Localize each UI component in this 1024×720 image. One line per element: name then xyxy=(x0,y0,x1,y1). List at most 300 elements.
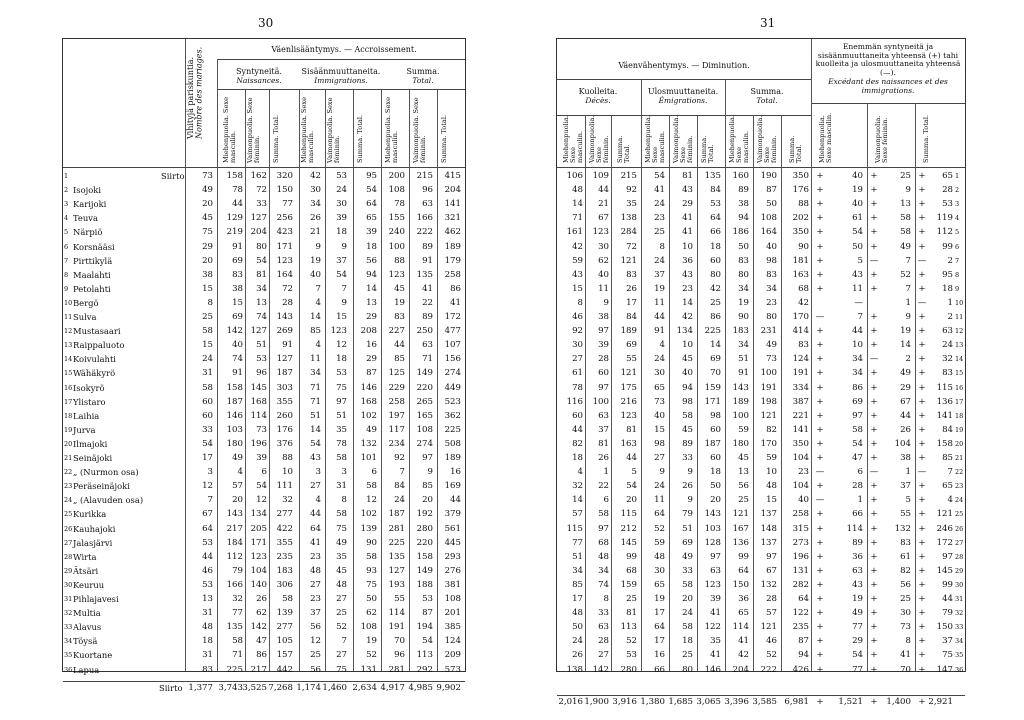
excess-cell: 85 xyxy=(942,453,953,463)
right-colhead-0-0: Miehenpuolia. Sexe masculin. xyxy=(562,115,584,163)
table-cell: 61 xyxy=(572,368,583,379)
table-cell: 138 xyxy=(620,213,637,224)
table-cell: 123 xyxy=(592,227,609,238)
excess-cell: 2 xyxy=(905,354,911,365)
table-cell: 48 xyxy=(336,579,347,590)
right-colhead-0-1: Vaimonpuolia. Sexe féminin. xyxy=(588,115,610,163)
table-cell: 73 xyxy=(766,354,777,365)
table-cell: 97 xyxy=(598,326,609,337)
row-number: 3 xyxy=(955,200,960,209)
sign-marker: + xyxy=(870,551,878,562)
table-cell: 24 xyxy=(654,481,665,492)
table-cell: 56 xyxy=(366,255,377,266)
table-cell: 69 xyxy=(232,312,243,322)
table-cell: 189 xyxy=(444,241,461,252)
table-cell: 78 xyxy=(232,185,243,196)
table-cell: 58 xyxy=(682,622,693,633)
row-number: 15 xyxy=(955,369,964,378)
table-cell: 38 xyxy=(738,199,749,210)
table-cell: 102 xyxy=(360,509,377,520)
table-cell: 44 xyxy=(626,453,637,463)
row-number: 5 xyxy=(64,228,69,237)
table-cell: 277 xyxy=(276,622,293,633)
table-cell: 38 xyxy=(598,312,609,322)
excess-cell: 136 xyxy=(936,396,953,407)
table-cell: 142 xyxy=(226,326,243,337)
table-cell: 219 xyxy=(226,227,243,238)
excess-cell: 54 xyxy=(852,650,863,661)
table-cell: 53 xyxy=(256,354,267,365)
table-row xyxy=(63,509,465,523)
table-cell: 170 xyxy=(792,312,809,322)
table-cell: 68 xyxy=(798,283,809,294)
table-cell: 53 xyxy=(336,171,347,181)
table-cell: 18 xyxy=(202,636,213,647)
table-cell: 41 xyxy=(310,537,321,548)
right-excess-colhead-2: Summa. Total. xyxy=(922,114,930,163)
table-cell: 93 xyxy=(366,565,377,576)
municipality-name: Ätsäri xyxy=(73,565,99,576)
table-cell: 445 xyxy=(444,537,461,548)
table-cell: 60 xyxy=(598,368,609,379)
table-cell: 31 xyxy=(202,368,213,379)
table-cell: 191 xyxy=(388,622,405,633)
table-cell: 48 xyxy=(572,608,583,619)
table-cell: 49 xyxy=(766,340,777,351)
table-cell: 65 xyxy=(654,382,665,393)
table-cell: 9 xyxy=(687,467,693,478)
table-cell: 75 xyxy=(366,579,377,590)
table-cell: 98 xyxy=(654,438,665,449)
table-cell: 29 xyxy=(202,241,213,252)
table-cell: 225 xyxy=(704,326,721,337)
table-cell: 84 xyxy=(626,312,637,322)
table-cell: 46 xyxy=(572,312,583,322)
table-cell: 58 xyxy=(202,326,213,337)
table-cell: 30 xyxy=(654,565,665,576)
municipality-name: Laihia xyxy=(73,410,100,421)
table-cell: 11 xyxy=(654,297,665,308)
table-cell: 81 xyxy=(682,171,693,181)
table-cell: 180 xyxy=(226,438,243,449)
table-cell: 37 xyxy=(310,608,321,619)
row-number: 25 xyxy=(64,510,73,519)
sign-marker: — xyxy=(869,467,879,478)
table-cell: 227 xyxy=(388,326,405,337)
table-cell: 15 xyxy=(232,297,243,308)
table-cell: 33 xyxy=(682,453,693,463)
table-cell: 70 xyxy=(710,368,721,379)
table-cell: 58 xyxy=(366,551,377,562)
table-row xyxy=(63,481,465,495)
table-cell: 72 xyxy=(256,185,267,196)
table-cell: 44 xyxy=(654,312,665,322)
table-cell: 73 xyxy=(256,424,267,435)
row-number: 24 xyxy=(64,496,73,505)
table-cell: 89 xyxy=(422,241,433,252)
table-cell: 97 xyxy=(422,453,433,463)
sign-marker: + xyxy=(816,551,824,562)
table-cell: 123 xyxy=(330,326,347,337)
table-cell: 132 xyxy=(760,579,777,590)
table-cell: 121 xyxy=(620,368,637,379)
table-cell: 97 xyxy=(710,551,721,562)
table-cell: 79 xyxy=(682,509,693,520)
table-cell: 60 xyxy=(710,424,721,435)
table-cell: 18 xyxy=(710,241,721,252)
table-cell: 108 xyxy=(760,213,777,224)
table-cell: 66 xyxy=(710,227,721,238)
table-cell: 42 xyxy=(798,297,809,308)
table-cell: 54 xyxy=(310,438,321,449)
excess-cell: 25 xyxy=(900,171,911,181)
row-number: 3 xyxy=(64,200,69,209)
table-cell: 162 xyxy=(250,171,267,181)
table-cell: 34 xyxy=(598,565,609,576)
row-number: 29 xyxy=(64,566,73,575)
municipality-name: Kuortane xyxy=(73,650,113,661)
table-cell: 26 xyxy=(626,283,637,294)
table-cell: 149 xyxy=(416,565,433,576)
row-number: 28 xyxy=(955,552,964,561)
excess-cell: 49 xyxy=(852,608,863,619)
table-cell: 91 xyxy=(232,241,243,252)
table-row xyxy=(63,524,465,538)
table-cell: 123 xyxy=(704,579,721,590)
sign-marker: + xyxy=(816,594,824,604)
sign-marker: + xyxy=(816,382,824,393)
row-number: 13 xyxy=(64,341,73,350)
sign-marker: + xyxy=(870,227,878,238)
sign-marker: + xyxy=(816,326,824,337)
row-number: 21 xyxy=(64,454,73,462)
municipality-name: Wähäkyrö xyxy=(73,368,116,379)
row-number: 11 xyxy=(955,313,964,321)
table-row xyxy=(557,397,965,411)
table-cell: 95 xyxy=(366,171,377,181)
table-cell: 6 xyxy=(603,495,609,506)
municipality-name: Petolahti xyxy=(73,283,111,294)
table-cell: 12 xyxy=(256,495,267,506)
table-cell: 64 xyxy=(654,509,665,520)
sign-marker: + xyxy=(816,227,824,238)
table-cell: 69 xyxy=(710,354,721,365)
row-number: 10 xyxy=(955,298,964,307)
table-cell: 75 xyxy=(336,382,347,393)
table-cell: 196 xyxy=(250,438,267,449)
excess-cell: 26 xyxy=(900,424,911,435)
municipality-name: Kurikka xyxy=(73,509,107,520)
row-number: 29 xyxy=(955,566,964,575)
sign-marker: — xyxy=(815,467,825,478)
table-cell: 27 xyxy=(598,650,609,661)
excess-cell: 1 xyxy=(947,297,953,308)
table-cell: 20 xyxy=(710,495,721,506)
table-cell: 7 xyxy=(207,495,213,506)
excess-cell: 37 xyxy=(942,636,953,647)
table-cell: 146 xyxy=(360,382,377,393)
table-row xyxy=(63,411,465,425)
table-cell: 30 xyxy=(572,340,583,351)
table-cell: 27 xyxy=(572,354,583,365)
table-cell: 30 xyxy=(336,199,347,210)
table-cell: 87 xyxy=(422,608,433,619)
table-cell: 94 xyxy=(682,382,693,393)
table-cell: 33 xyxy=(682,565,693,576)
row-number: 4 xyxy=(64,214,69,223)
table-cell: 9 xyxy=(315,241,321,252)
table-cell: 216 xyxy=(620,396,637,407)
table-cell: 78 xyxy=(336,438,347,449)
excess-cell: 43 xyxy=(852,269,863,280)
table-cell: 561 xyxy=(444,523,461,534)
table-row xyxy=(63,312,465,326)
sign-marker: + xyxy=(870,241,878,252)
row-number: 22 xyxy=(955,468,964,477)
right-colhead-2-1: Vaimonpuolia. Sexe féminin. xyxy=(756,115,778,163)
table-cell: 43 xyxy=(682,269,693,280)
excess-cell: 61 xyxy=(852,213,863,224)
excess-cell: 37 xyxy=(900,481,911,492)
excess-cell: 97 xyxy=(852,410,863,421)
table-cell: 30 xyxy=(310,185,321,196)
sign-marker: — xyxy=(917,297,927,308)
table-cell: 14 xyxy=(572,495,583,506)
excess-cell: 83 xyxy=(942,368,953,379)
sign-marker: + xyxy=(816,636,824,647)
table-cell: 26 xyxy=(310,213,321,224)
sign-marker: + xyxy=(870,636,878,647)
excess-cell: 53 xyxy=(942,199,953,210)
sign-marker: + xyxy=(918,424,926,435)
table-cell: 35 xyxy=(336,424,347,435)
row-number: 1 xyxy=(955,172,960,180)
sign-marker: + xyxy=(816,269,824,280)
table-cell: 89 xyxy=(738,185,749,196)
table-cell: 53 xyxy=(202,579,213,590)
total-excess-cell: 2,921 xyxy=(928,696,953,707)
table-cell: 145 xyxy=(250,382,267,393)
table-cell: 121 xyxy=(760,410,777,421)
municipality-name: Pirttikylä xyxy=(73,255,113,266)
total-cell: 2,634 xyxy=(352,682,377,693)
table-cell: 32 xyxy=(572,481,583,492)
table-row xyxy=(63,383,465,397)
marriages-header-fr: Nombre des mariages. xyxy=(194,46,204,139)
excess-cell: 18 xyxy=(942,283,953,294)
table-row xyxy=(63,495,465,509)
table-cell: 35 xyxy=(626,199,637,210)
table-cell: 88 xyxy=(394,255,405,266)
table-cell: 40 xyxy=(682,368,693,379)
table-cell: 164 xyxy=(760,227,777,238)
excess-cell: 95 xyxy=(942,269,953,280)
municipality-name: Jalasjärvi xyxy=(73,537,113,548)
table-cell: 77 xyxy=(282,199,293,210)
table-row xyxy=(63,453,465,467)
table-cell: 45 xyxy=(682,354,693,365)
table-cell: 82 xyxy=(572,438,583,449)
total-excess-cell: 1,400 xyxy=(886,696,911,707)
table-cell: 20 xyxy=(202,199,213,210)
table-row xyxy=(63,665,465,679)
excess-cell: 28 xyxy=(942,185,953,196)
table-cell: 58 xyxy=(598,509,609,520)
table-cell: 362 xyxy=(444,410,461,421)
table-cell: 212 xyxy=(620,523,637,534)
table-cell: 41 xyxy=(450,297,461,308)
excess-cell: 14 xyxy=(900,340,911,351)
excess-cell: 61 xyxy=(900,551,911,562)
table-cell: 83 xyxy=(626,269,637,280)
table-row xyxy=(63,340,465,354)
table-cell: 143 xyxy=(732,382,749,393)
table-cell: 24 xyxy=(572,636,583,647)
table-cell: 192 xyxy=(416,509,433,520)
municipality-name: Mustasaari xyxy=(73,326,121,337)
table-cell: 12 xyxy=(202,481,213,492)
rsum-header xyxy=(727,87,807,106)
births-header xyxy=(219,67,299,86)
table-cell: 23 xyxy=(766,297,777,308)
sign-marker: — xyxy=(869,354,879,365)
row-number: 18 xyxy=(955,411,964,420)
table-cell: 60 xyxy=(572,410,583,421)
table-cell: 20 xyxy=(626,495,637,506)
right-colhead-1-2: Summa. Total. xyxy=(700,135,715,163)
sign-marker: + xyxy=(918,241,926,252)
sign-marker: + xyxy=(816,171,824,181)
table-cell: 50 xyxy=(766,199,777,210)
table-row xyxy=(63,397,465,411)
table-cell: 42 xyxy=(710,283,721,294)
sum-header-fi: Summa. xyxy=(406,67,440,76)
table-cell: 86 xyxy=(450,283,461,294)
row-number: 33 xyxy=(64,623,73,632)
total-cell: 6,981 xyxy=(784,696,809,707)
municipality-name: Ilmajoki xyxy=(73,438,108,449)
table-cell: 40 xyxy=(232,340,243,351)
row-number: 33 xyxy=(955,623,964,632)
table-cell: 59 xyxy=(572,255,583,266)
table-cell: 41 xyxy=(422,283,433,294)
excess-cell: 2 xyxy=(947,312,953,322)
table-cell: 107 xyxy=(444,340,461,351)
table-cell: 19 xyxy=(394,297,405,308)
table-cell: 77 xyxy=(232,608,243,619)
municipality-name: Karijoki xyxy=(73,199,107,210)
municipality-name: Isokyrö xyxy=(73,382,105,393)
table-cell: 70 xyxy=(394,636,405,647)
sign-marker: + xyxy=(870,213,878,224)
immig-header-fi: Sisäänmuuttaneita. xyxy=(301,67,381,76)
table-cell: 26 xyxy=(682,481,693,492)
sign-marker: + xyxy=(816,255,824,266)
table-cell: 24 xyxy=(682,608,693,619)
table-cell: 134 xyxy=(676,326,693,337)
table-row xyxy=(557,270,965,284)
sign-marker: + xyxy=(870,326,878,337)
sign-marker: + xyxy=(816,608,824,619)
table-cell: 8 xyxy=(603,594,609,604)
table-cell: 109 xyxy=(592,171,609,181)
table-cell: 183 xyxy=(276,565,293,576)
table-cell: 86 xyxy=(710,312,721,322)
excess-cell: 5 xyxy=(905,495,911,506)
table-cell: 33 xyxy=(598,608,609,619)
table-cell: 67 xyxy=(598,213,609,224)
table-cell: 168 xyxy=(360,396,377,407)
table-cell: 188 xyxy=(416,579,433,590)
table-cell: 54 xyxy=(256,481,267,492)
table-cell: 167 xyxy=(732,523,749,534)
table-cell: 258 xyxy=(792,509,809,520)
table-cell: 124 xyxy=(444,636,461,647)
table-cell: 157 xyxy=(276,650,293,661)
table-cell: 96 xyxy=(394,650,405,661)
table-cell: 29 xyxy=(366,312,377,322)
table-cell: 65 xyxy=(738,608,749,619)
excess-cell: 114 xyxy=(846,523,863,534)
table-cell: 49 xyxy=(366,424,377,435)
total-cell: 3,585 xyxy=(752,696,777,707)
table-cell: 114 xyxy=(732,622,749,633)
table-cell: 19 xyxy=(654,594,665,604)
table-cell: 77 xyxy=(572,537,583,548)
sign-marker: + xyxy=(870,171,878,181)
table-cell: 92 xyxy=(626,185,637,196)
table-cell: 164 xyxy=(276,269,293,280)
table-cell: 135 xyxy=(388,551,405,562)
table-cell: 280 xyxy=(620,664,637,675)
excess-cell: 4 xyxy=(947,495,953,506)
table-cell: 83 xyxy=(738,255,749,266)
excess-cell: 29 xyxy=(852,636,863,647)
table-cell: 9 xyxy=(341,241,347,252)
table-cell: 142 xyxy=(592,664,609,675)
table-row xyxy=(63,185,465,199)
sign-marker: + xyxy=(918,636,926,647)
left-colhead-0-1: Vaimonpuolia. Sexe féminin. xyxy=(246,97,261,163)
table-cell: 41 xyxy=(710,608,721,619)
table-cell: 477 xyxy=(444,326,461,337)
table-cell: 17 xyxy=(654,636,665,647)
table-cell: 20 xyxy=(232,495,243,506)
table-cell: 16 xyxy=(366,340,377,351)
total-row xyxy=(63,683,465,697)
excess-cell: 19 xyxy=(900,326,911,337)
table-cell: 52 xyxy=(654,523,665,534)
table-cell: 94 xyxy=(738,213,749,224)
excess-cell: 1 xyxy=(857,495,863,506)
table-cell: 159 xyxy=(620,579,637,590)
table-cell: 48 xyxy=(310,565,321,576)
excess-cell: 104 xyxy=(894,438,911,449)
table-cell: 146 xyxy=(704,664,721,675)
table-cell: 284 xyxy=(620,227,637,238)
row-number: 17 xyxy=(955,397,964,406)
table-cell: 92 xyxy=(572,326,583,337)
sign-marker: + xyxy=(816,354,824,365)
table-cell: 423 xyxy=(276,227,293,238)
table-row xyxy=(63,354,465,368)
table-cell: 54 xyxy=(366,185,377,196)
table-row xyxy=(63,552,465,566)
excess-cell: 58 xyxy=(900,227,911,238)
table-cell: 158 xyxy=(416,551,433,562)
table-cell: 59 xyxy=(738,424,749,435)
table-cell: 94 xyxy=(798,650,809,661)
